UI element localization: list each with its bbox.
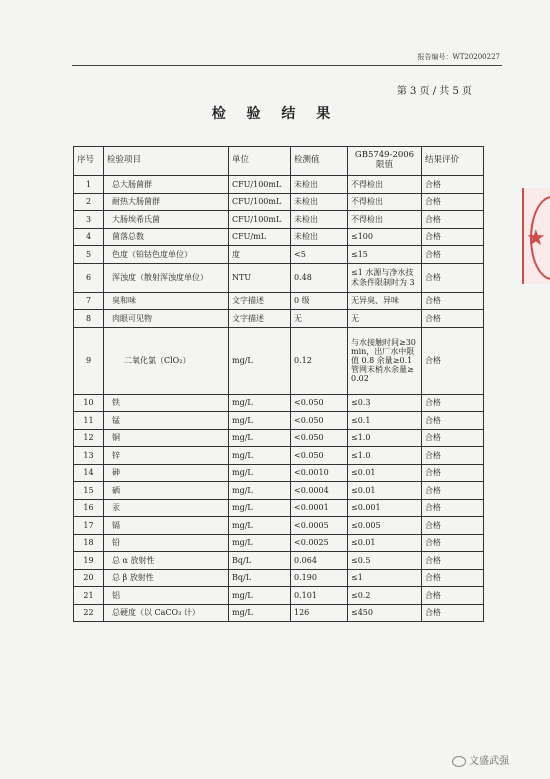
- cell-value: <5: [291, 246, 348, 264]
- table-row: [74, 464, 484, 482]
- results-table: [73, 146, 484, 622]
- cell-limit: 不得检出: [348, 211, 422, 229]
- cell-limit: ≤0.5: [348, 552, 422, 570]
- table-row: [74, 193, 484, 211]
- table-row: [74, 482, 484, 500]
- cell-value: 126: [291, 604, 348, 622]
- cell-value: 0.12: [291, 327, 348, 394]
- cell-eval: 合格: [422, 569, 484, 587]
- col-header-unit: 单位: [229, 147, 291, 176]
- cell-item: 镉: [104, 517, 229, 535]
- cell-eval: 合格: [422, 534, 484, 552]
- cell-unit: NTU: [229, 263, 291, 292]
- cell-limit: 与水接触时间≥30min，出厂水中限值 0.8 余量≥0.1 管网末梢水余量≥0.02: [348, 327, 422, 394]
- cell-value: 0.101: [291, 587, 348, 605]
- red-seal-stamp: [522, 188, 550, 284]
- cell-limit: ≤0.01: [348, 482, 422, 500]
- cell-limit: ≤0.005: [348, 517, 422, 535]
- cell-no: 21: [74, 587, 104, 605]
- cell-no: 12: [74, 429, 104, 447]
- cell-unit: CFU/100mL: [229, 211, 291, 229]
- cell-no: 14: [74, 464, 104, 482]
- cell-item: 硒: [104, 482, 229, 500]
- table-row: [74, 263, 484, 292]
- cell-value: <0.0025: [291, 534, 348, 552]
- cell-item: 大肠埃希氏菌: [104, 211, 229, 229]
- cell-item: 总 β 放射性: [104, 569, 229, 587]
- cell-value: 未检出: [291, 176, 348, 194]
- col-header-item: 检验项目: [104, 147, 229, 176]
- cell-no: 17: [74, 517, 104, 535]
- cell-unit: mg/L: [229, 447, 291, 465]
- cell-unit: mg/L: [229, 604, 291, 622]
- cell-item: 铜: [104, 429, 229, 447]
- cell-no: 19: [74, 552, 104, 570]
- table-row: [74, 310, 484, 328]
- table-row: [74, 394, 484, 412]
- cell-eval: 合格: [422, 482, 484, 500]
- cell-eval: 合格: [422, 228, 484, 246]
- cell-value: 0.190: [291, 569, 348, 587]
- cell-item: 总硬度（以 CaCO₃ 计）: [104, 604, 229, 622]
- table-row: [74, 228, 484, 246]
- cell-unit: CFU/100mL: [229, 176, 291, 194]
- cell-eval: 合格: [422, 604, 484, 622]
- cell-item: 浑浊度（散射浑浊度单位）: [104, 263, 229, 292]
- cell-no: 9: [74, 327, 104, 394]
- cell-unit: CFU/mL: [229, 228, 291, 246]
- cell-eval: 合格: [422, 587, 484, 605]
- cell-unit: mg/L: [229, 394, 291, 412]
- cell-eval: 合格: [422, 499, 484, 517]
- cell-limit: ≤0.01: [348, 534, 422, 552]
- cell-value: <0.050: [291, 429, 348, 447]
- cell-eval: 合格: [422, 211, 484, 229]
- cell-unit: mg/L: [229, 587, 291, 605]
- cell-unit: mg/L: [229, 429, 291, 447]
- cell-value: <0.0004: [291, 482, 348, 500]
- document-title: 检 验 结 果: [211, 106, 339, 122]
- cell-value: 0.064: [291, 552, 348, 570]
- cell-item: 砷: [104, 464, 229, 482]
- cell-value: 无: [291, 310, 348, 328]
- cell-value: 未检出: [291, 193, 348, 211]
- cell-limit: ≤0.3: [348, 394, 422, 412]
- cell-item: 铝: [104, 587, 229, 605]
- cell-eval: 合格: [422, 246, 484, 264]
- table-row: [74, 211, 484, 229]
- cell-eval: 合格: [422, 292, 484, 310]
- cell-item: 二氧化氯（ClO₂）: [104, 327, 229, 394]
- cell-no: 16: [74, 499, 104, 517]
- cell-unit: mg/L: [229, 534, 291, 552]
- cell-limit: ≤1.0: [348, 429, 422, 447]
- cell-unit: 文字描述: [229, 310, 291, 328]
- table-row: [74, 517, 484, 535]
- cell-no: 2: [74, 193, 104, 211]
- cell-limit: 不得检出: [348, 193, 422, 211]
- header-rule: [72, 65, 502, 66]
- cell-eval: 合格: [422, 517, 484, 535]
- cell-no: 10: [74, 394, 104, 412]
- cell-limit: ≤0.01: [348, 464, 422, 482]
- cell-no: 5: [74, 246, 104, 264]
- cell-limit: ≤1 水源与净水技术条件限制时为 3: [348, 263, 422, 292]
- cell-value: <0.0001: [291, 499, 348, 517]
- cell-item: 总 α 放射性: [104, 552, 229, 570]
- cell-unit: mg/L: [229, 464, 291, 482]
- cell-limit: ≤1.0: [348, 447, 422, 465]
- cell-eval: 合格: [422, 263, 484, 292]
- cell-unit: 文字描述: [229, 292, 291, 310]
- cell-limit: 无异臭、异味: [348, 292, 422, 310]
- table-row: [74, 569, 484, 587]
- cell-value: <0.0005: [291, 517, 348, 535]
- cell-limit: ≤0.1: [348, 412, 422, 430]
- cell-limit: 无: [348, 310, 422, 328]
- cell-limit: ≤1: [348, 569, 422, 587]
- cell-value: <0.050: [291, 447, 348, 465]
- cell-unit: Bq/L: [229, 552, 291, 570]
- cell-eval: 合格: [422, 429, 484, 447]
- table-row: [74, 604, 484, 622]
- page-number: 第 3 页 / 共 5 页: [396, 86, 472, 97]
- table-row: [74, 447, 484, 465]
- cell-item: 色度（铂钴色度单位）: [104, 246, 229, 264]
- cell-value: <0.050: [291, 394, 348, 412]
- cell-unit: mg/L: [229, 327, 291, 394]
- cell-unit: CFU/100mL: [229, 193, 291, 211]
- cell-unit: mg/L: [229, 482, 291, 500]
- table-row: [74, 176, 484, 194]
- cell-limit: ≤100: [348, 228, 422, 246]
- cell-item: 耐热大肠菌群: [104, 193, 229, 211]
- cell-eval: 合格: [422, 394, 484, 412]
- cell-item: 铁: [104, 394, 229, 412]
- cell-eval: 合格: [422, 193, 484, 211]
- cell-limit: ≤0.001: [348, 499, 422, 517]
- cell-eval: 合格: [422, 327, 484, 394]
- table-row: [74, 587, 484, 605]
- cell-no: 1: [74, 176, 104, 194]
- table-row: [74, 292, 484, 310]
- watermark-text: 文盛武强: [469, 756, 509, 767]
- cell-no: 11: [74, 412, 104, 430]
- cell-item: 锰: [104, 412, 229, 430]
- cell-unit: mg/L: [229, 499, 291, 517]
- cell-eval: 合格: [422, 310, 484, 328]
- cell-no: 8: [74, 310, 104, 328]
- table-row: [74, 327, 484, 394]
- col-header-eval: 结果评价: [422, 147, 484, 176]
- col-header-value: 检测值: [291, 147, 348, 176]
- cell-value: 0.48: [291, 263, 348, 292]
- cell-item: 汞: [104, 499, 229, 517]
- cell-limit: 不得检出: [348, 176, 422, 194]
- table-header-row: [74, 147, 484, 176]
- cell-no: 7: [74, 292, 104, 310]
- cell-no: 13: [74, 447, 104, 465]
- cell-no: 20: [74, 569, 104, 587]
- cell-eval: 合格: [422, 464, 484, 482]
- table-row: [74, 499, 484, 517]
- table-row: [74, 246, 484, 264]
- table-row: [74, 534, 484, 552]
- cell-no: 15: [74, 482, 104, 500]
- table-row: [74, 429, 484, 447]
- wechat-icon: [452, 756, 466, 767]
- report-number: 报告编号：WT20200227: [417, 53, 500, 61]
- cell-unit: mg/L: [229, 412, 291, 430]
- cell-item: 总大肠菌群: [104, 176, 229, 194]
- cell-value: 未检出: [291, 228, 348, 246]
- cell-value: <0.050: [291, 412, 348, 430]
- cell-eval: 合格: [422, 412, 484, 430]
- cell-unit: mg/L: [229, 517, 291, 535]
- cell-unit: 度: [229, 246, 291, 264]
- cell-no: 18: [74, 534, 104, 552]
- cell-no: 22: [74, 604, 104, 622]
- col-header-limit: GB5749-2006 限值: [348, 147, 422, 176]
- cell-value: 未检出: [291, 211, 348, 229]
- cell-item: 臭和味: [104, 292, 229, 310]
- cell-limit: ≤15: [348, 246, 422, 264]
- col-header-no: 序号: [74, 147, 104, 176]
- cell-limit: ≤0.2: [348, 587, 422, 605]
- cell-unit: Bq/L: [229, 569, 291, 587]
- cell-value: <0.0010: [291, 464, 348, 482]
- cell-no: 4: [74, 228, 104, 246]
- cell-item: 菌落总数: [104, 228, 229, 246]
- cell-item: 锌: [104, 447, 229, 465]
- cell-eval: 合格: [422, 552, 484, 570]
- table-row: [74, 412, 484, 430]
- cell-value: 0 级: [291, 292, 348, 310]
- cell-no: 6: [74, 263, 104, 292]
- source-watermark: [452, 752, 509, 767]
- seal-star-icon: ★: [526, 226, 546, 251]
- cell-item: 肉眼可见物: [104, 310, 229, 328]
- cell-limit: ≤450: [348, 604, 422, 622]
- cell-eval: 合格: [422, 447, 484, 465]
- cell-item: 铅: [104, 534, 229, 552]
- cell-no: 3: [74, 211, 104, 229]
- table-row: [74, 552, 484, 570]
- cell-eval: 合格: [422, 176, 484, 194]
